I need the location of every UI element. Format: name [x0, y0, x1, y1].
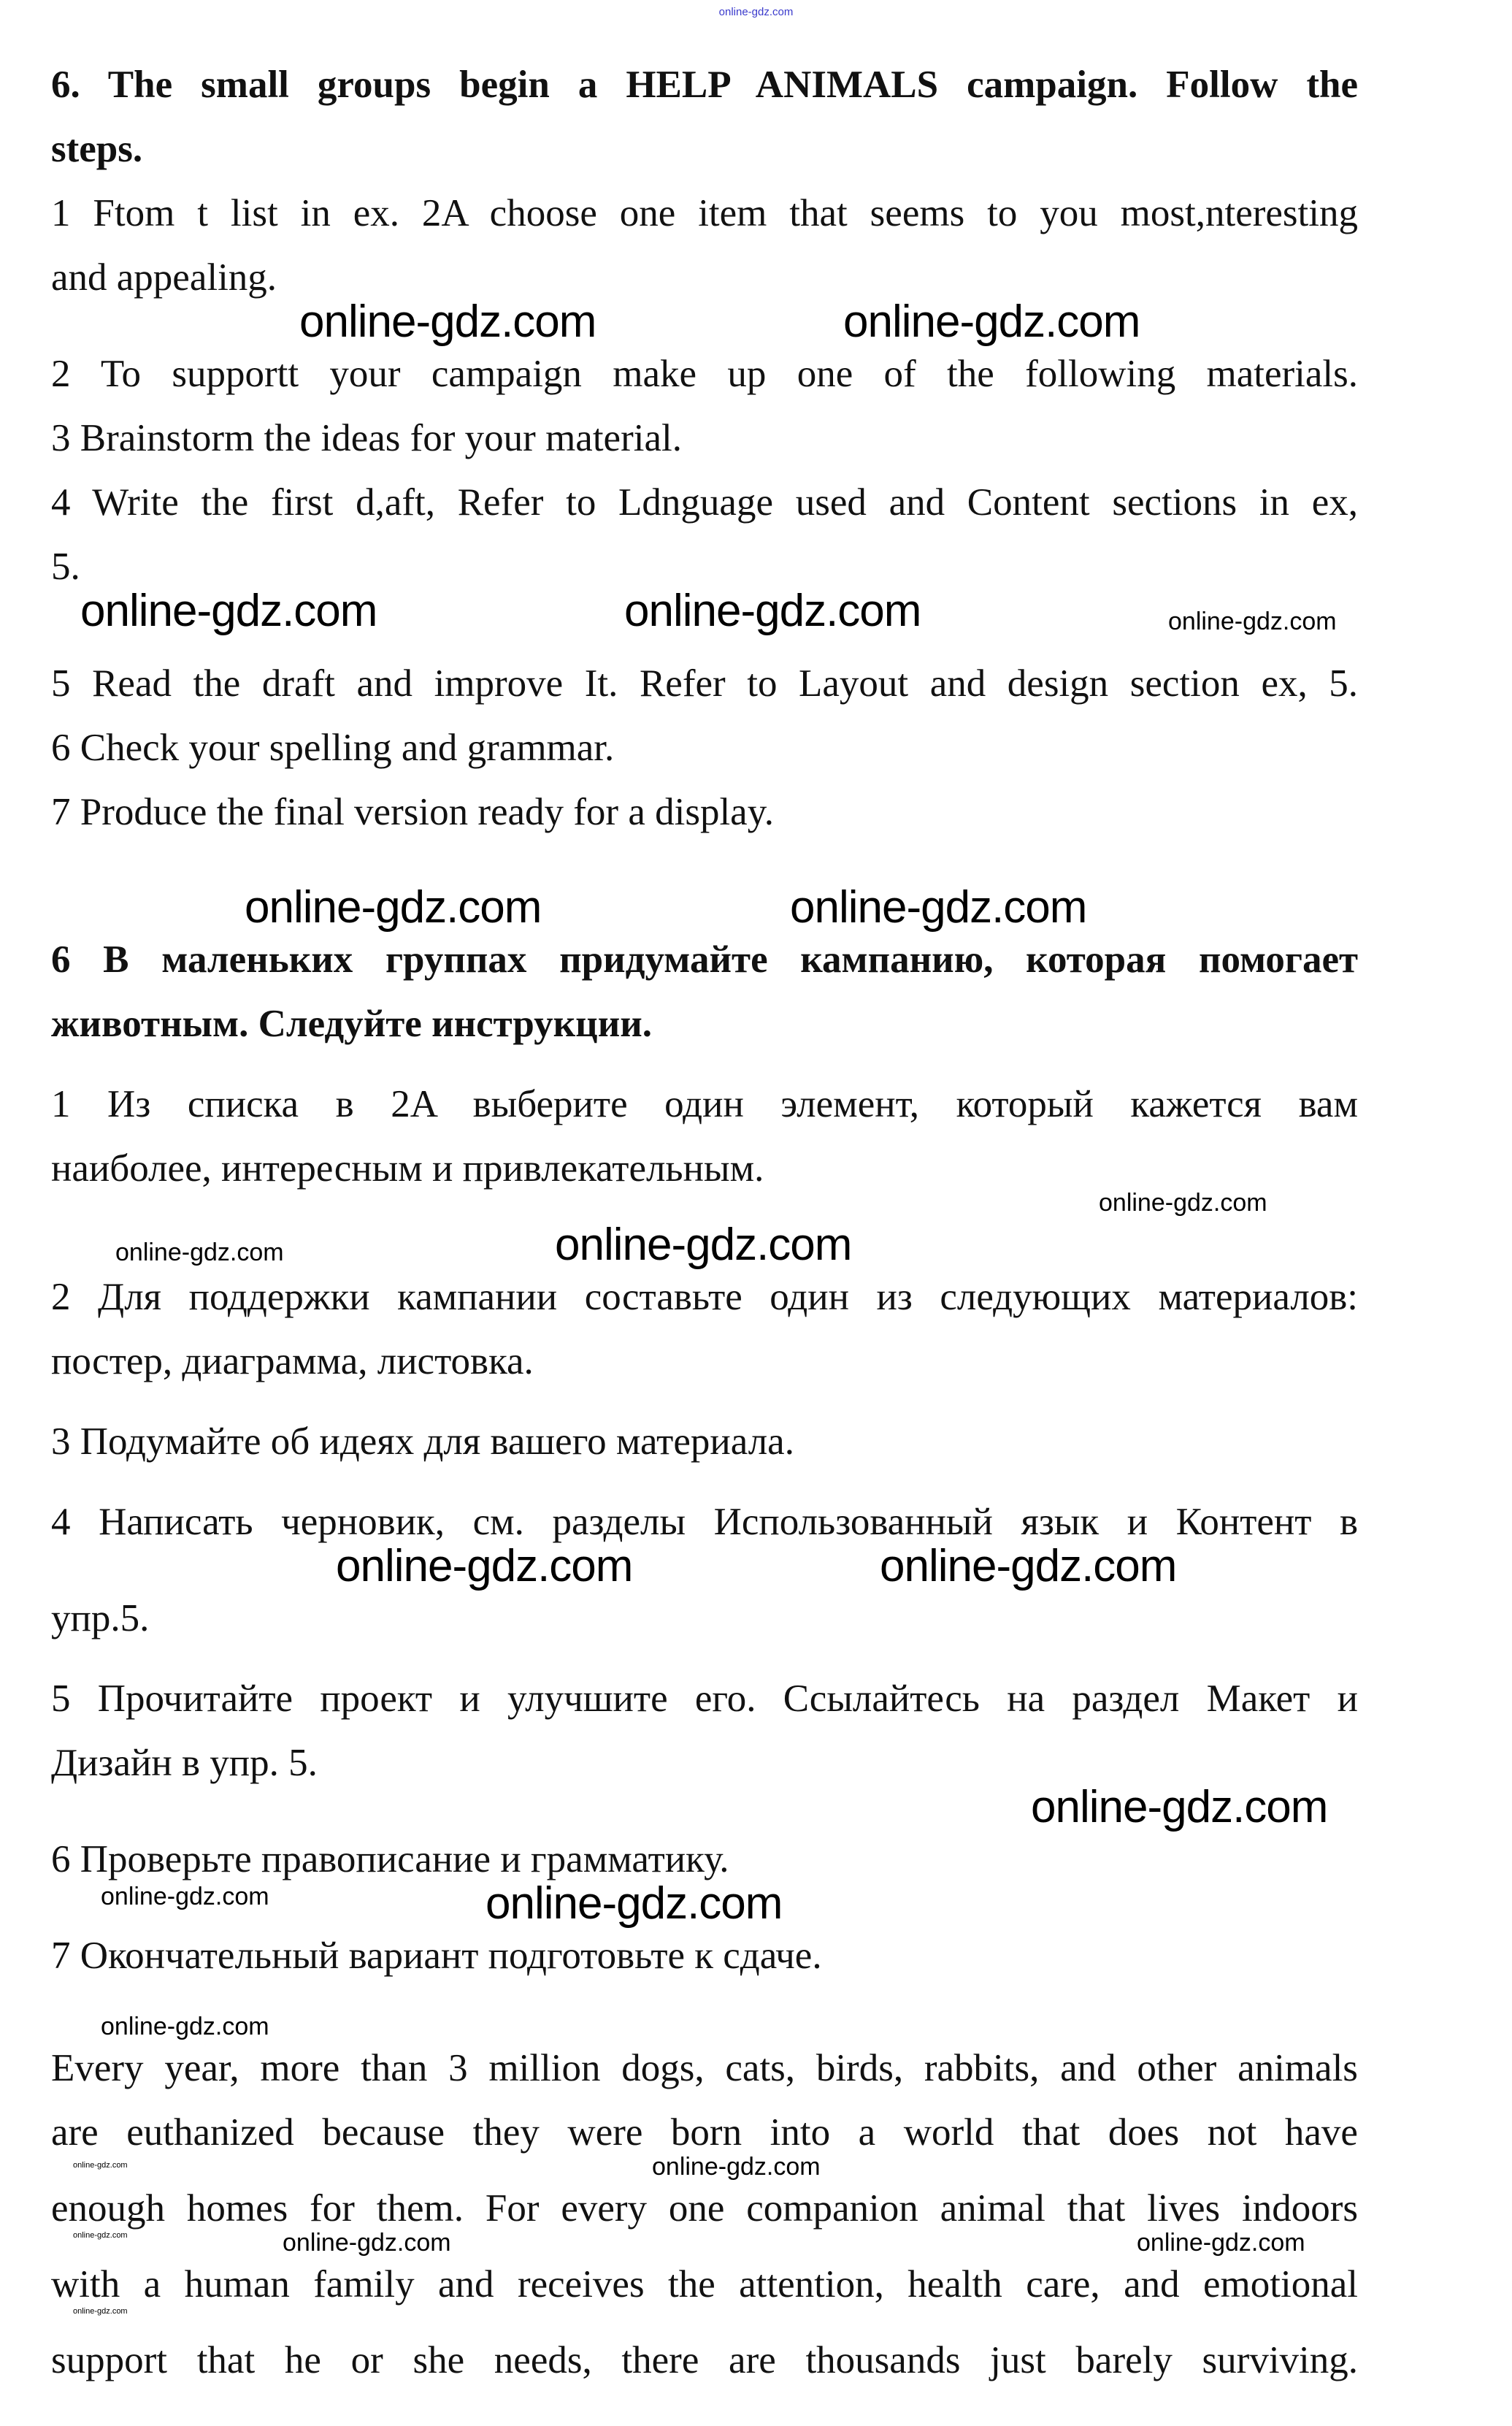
watermark-row: [51, 1541, 1461, 1596]
watermark: online-gdz.com: [101, 2013, 269, 2040]
watermark: online-gdz.com: [1137, 2229, 1305, 2257]
watermark: online-gdz.com: [624, 586, 921, 636]
watermark: online-gdz.com: [555, 1220, 852, 1270]
english-task-title-line2: steps.: [51, 128, 143, 170]
russian-task-title-line2: животным. Следуйте инструкции.: [51, 1003, 653, 1045]
english-step-6: 6 Check your spelling and grammar.: [51, 727, 615, 769]
russian-step-2: 2 Для поддержки кампании составьте один из следующих материалов:: [51, 1276, 1359, 1318]
watermark: online-gdz.com: [486, 1878, 783, 1929]
header-watermark: online-gdz.com: [718, 6, 794, 18]
russian-step-7: 7 Окончательный вариант подготовьте к сдаче.: [51, 1935, 822, 1977]
watermark: online-gdz.com: [80, 586, 377, 636]
watermark-row: [51, 296, 1461, 352]
watermark: online-gdz.com: [336, 1541, 633, 1591]
paragraph-line-2: are euthanized because they were born into a world that does not have: [51, 2111, 1358, 2154]
watermark-row: [51, 882, 1461, 938]
watermark: online-gdz.com: [652, 2153, 821, 2181]
watermark: online-gdz.com: [115, 1239, 284, 1266]
watermark-row: [51, 586, 1461, 641]
watermark: online-gdz.com: [73, 2231, 128, 2240]
watermark: online-gdz.com: [73, 2161, 128, 2170]
russian-task-title-line1: 6 В маленьких группах придумайте кампанию, которая помогает: [51, 938, 1359, 981]
watermark: online-gdz.com: [73, 2307, 128, 2316]
watermark-row: [51, 2230, 1461, 2262]
watermark-row: [51, 1878, 1461, 1934]
watermark: online-gdz.com: [245, 882, 542, 933]
english-step-1-cont: and appealing.: [51, 256, 277, 299]
english-step-7: 7 Produce the final version ready for a display.: [51, 791, 774, 833]
english-step-4: 4 Write the first d,aft, Refer to Ldnguage used and Content sections in ex,: [51, 481, 1359, 524]
watermark: online-gdz.com: [1099, 1189, 1267, 1217]
watermark-row: [51, 2306, 1461, 2318]
russian-step-3: 3 Подумайте об идеях для вашего материала.: [51, 1420, 794, 1463]
russian-step-6: 6 Проверьте правописание и грамматику.: [51, 1838, 729, 1880]
watermark: online-gdz.com: [299, 296, 596, 347]
english-step-4-cont: 5.: [51, 546, 80, 588]
russian-step-1-cont: наиболее, интересным и привлекательным.: [51, 1147, 764, 1190]
watermark: online-gdz.com: [790, 882, 1087, 933]
watermark-row: [51, 1190, 1461, 1222]
watermark: online-gdz.com: [880, 1541, 1177, 1591]
watermark-row: [51, 1222, 1461, 1275]
watermark: online-gdz.com: [101, 1883, 269, 1910]
paragraph-line-5: support that he or she needs, there are thousands just barely surviving.: [51, 2339, 1359, 2381]
watermark: online-gdz.com: [1168, 608, 1337, 635]
russian-step-5-cont: Дизайн в упр. 5.: [51, 1742, 318, 1784]
watermark-row: [51, 2014, 1461, 2046]
english-task-title-line1: 6. The small groups begin a HELP ANIMALS campaign. Follow the: [51, 64, 1359, 106]
paragraph-line-3: enough homes for them. For every one companion animal that lives indoors: [51, 2187, 1359, 2230]
english-step-2: 2 To supportt your campaign make up one of the following materials.: [51, 353, 1359, 395]
paragraph-line-1: Every year, more than 3 million dogs, cats, birds, rabbits, and other animals: [51, 2047, 1358, 2089]
watermark: online-gdz.com: [843, 296, 1140, 347]
watermark: online-gdz.com: [283, 2229, 451, 2257]
russian-step-1: 1 Из списка в 2A выберите один элемент, который кажется вам: [51, 1083, 1358, 1125]
watermark: online-gdz.com: [1031, 1782, 1328, 1832]
russian-step-5: 5 Прочитайте проект и улучшите его. Ссылайтесь на раздел Макет и: [51, 1677, 1358, 1720]
russian-step-4: 4 Написать черновик, см. разделы Использованный язык и Контент в: [51, 1501, 1359, 1543]
paragraph-line-4: with a human family and receives the attention, health care, and emotional: [51, 2263, 1358, 2306]
russian-step-2-cont: постер, диаграмма, листовка.: [51, 1340, 534, 1382]
watermark-row: [51, 1782, 1461, 1837]
watermark-row: [51, 2154, 1461, 2186]
english-step-5: 5 Read the draft and improve It. Refer to Layout and design section ex, 5.: [51, 662, 1359, 705]
russian-step-4-cont: упр.5.: [51, 1597, 150, 1639]
english-step-1: 1 Ftom t list in ex. 2A choose one item that seems to you most,nteresting: [51, 192, 1358, 234]
english-step-3: 3 Brainstorm the ideas for your material.: [51, 417, 682, 459]
